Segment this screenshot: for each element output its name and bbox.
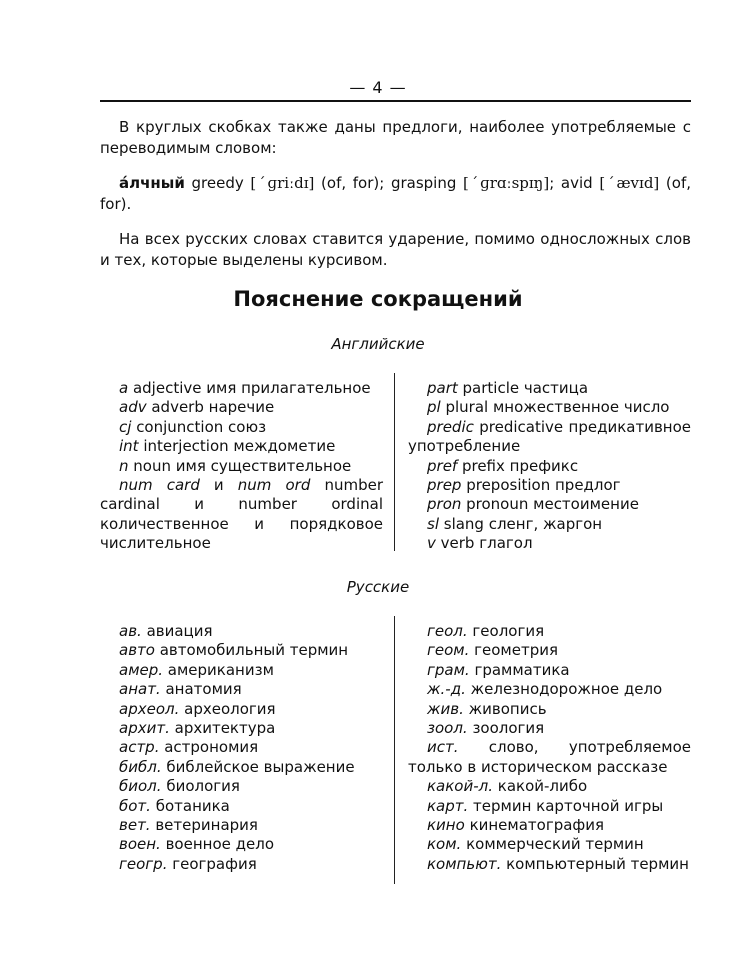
abbreviation-entry (100, 437, 383, 456)
abbreviation-meaning: adjective имя прилагательное (128, 379, 371, 397)
abbreviation: a (119, 379, 129, 397)
example-transcription-1: [ˊɡriːdɪ] (250, 174, 315, 192)
abbreviation-entry (100, 680, 383, 699)
abbreviation: зоол. (427, 719, 468, 738)
abbreviation: карт. (427, 796, 469, 815)
abbreviation-meaning: кинематография (464, 816, 605, 835)
abbreviation-entry (100, 797, 383, 816)
page-number: — 4 — (349, 78, 407, 97)
abbreviation-meaning: number cardinal и number ordinal количественное и порядковое числительное (100, 476, 383, 553)
abbreviation-meaning: грамматика (469, 660, 570, 679)
abbreviation-meaning: noun имя существительное (128, 456, 352, 475)
abbreviation-entry (408, 476, 691, 495)
abbreviation-entry (408, 719, 691, 738)
abbreviation: биол. (119, 777, 162, 796)
abbreviation: num ord (237, 476, 311, 495)
abbreviation-meaning: американизм (163, 660, 274, 679)
english-subtitle: Английские (331, 335, 425, 353)
abbreviation-meaning: геометрия (469, 641, 559, 660)
abbreviation-meaning: prefix префикс (457, 456, 579, 475)
abbreviation-entry (100, 816, 383, 835)
abbreviation: ав. (119, 622, 142, 640)
abbreviation: геол. (427, 622, 468, 640)
abbreviation: pron (427, 495, 462, 514)
russian-subtitle: Русские (346, 578, 410, 596)
abbreviation-entry (408, 641, 691, 660)
abbreviation-entry (100, 476, 383, 554)
english-column-left (100, 379, 383, 554)
abbreviation: воен. (119, 835, 161, 854)
abbreviation-entry (100, 379, 383, 398)
abbreviation: ист. (427, 738, 459, 757)
abbreviation-entry (408, 515, 691, 534)
header-rule (100, 100, 691, 102)
abbreviation: v (427, 534, 436, 553)
abbreviation-meaning: геология (467, 622, 545, 640)
abbreviation-entry (408, 680, 691, 699)
example-text-2: (of, for); grasping (314, 174, 464, 192)
abbreviation: астр. (119, 738, 160, 757)
abbreviation-meaning: ботаника (150, 796, 230, 815)
abbreviation-entry (408, 700, 691, 719)
abbreviation-entry (100, 758, 383, 777)
russian-column-right (408, 622, 691, 874)
abbreviation-meaning: железнодорожное дело (465, 680, 663, 699)
abbreviation: num card (119, 476, 200, 495)
abbreviation: вет. (119, 816, 151, 835)
abbreviation-entry (100, 398, 383, 417)
section-title: Пояснение сокращений (233, 287, 523, 311)
example-text-4: (of, for). (100, 174, 692, 213)
example-text-1: greedy (184, 174, 251, 192)
abbreviation-entry (408, 738, 691, 777)
abbreviation-entry (100, 855, 383, 874)
abbreviation-entry (100, 622, 383, 641)
abbreviation-meaning: живопись (463, 699, 547, 718)
abbreviation-entry (100, 457, 383, 476)
abbreviation-meaning: слово, употребляемое только в историческом рассказе (408, 738, 691, 776)
abbreviation-entry (408, 379, 691, 398)
abbreviation: pl (427, 398, 441, 417)
abbreviation-entry (408, 398, 691, 417)
abbreviation-entry (100, 661, 383, 680)
abbreviation-meaning: adverb наречие (146, 398, 275, 417)
abbreviation-meaning: slang сленг, жаргон (438, 514, 603, 533)
abbreviation-meaning: conjunction союз (131, 417, 267, 436)
abbreviation-meaning: архитектура (169, 719, 276, 738)
abbreviation-entry (408, 777, 691, 796)
abbreviation-meaning: биология (161, 777, 240, 796)
abbreviation-meaning: археология (179, 699, 276, 718)
abbreviation-entry (408, 797, 691, 816)
example-headword: а́лчный (119, 174, 185, 192)
abbreviation-entry (408, 457, 691, 476)
abbreviation-meaning: автомобильный термин (154, 641, 349, 660)
abbreviation-entry (408, 534, 691, 553)
abbreviation: анат. (119, 680, 161, 699)
abbreviation-entry (100, 738, 383, 757)
abbreviation: амер. (119, 660, 164, 679)
abbreviation: n (119, 456, 129, 475)
abbreviation-entry (408, 495, 691, 514)
abbreviation-entry (408, 622, 691, 641)
abbreviation-entry (100, 641, 383, 660)
abbreviation-meaning: verb глагол (435, 534, 533, 553)
abbreviation-entry (408, 661, 691, 680)
example-text-3: ; avid (549, 174, 600, 192)
abbreviation: int (119, 437, 139, 456)
abbreviation-entry (100, 700, 383, 719)
abbreviation-meaning: particle частица (457, 379, 589, 397)
abbreviation-entry (408, 835, 691, 854)
abbreviation: pref (427, 456, 458, 475)
abbreviation: cj (119, 417, 132, 436)
abbreviation: авто (119, 641, 155, 660)
example-transcription-2: [ˊɡrɑːspɪŋ] (463, 174, 550, 192)
abbreviation: part (427, 379, 458, 397)
abbreviation: жив. (427, 699, 464, 718)
abbreviation: археол. (119, 699, 180, 718)
abbreviation-meaning: plural множественное число (440, 398, 670, 417)
abbreviation: геом. (427, 641, 470, 660)
abbreviation: sl (427, 514, 439, 533)
intro-paragraph-3: На всех русских словах ставится ударение, помимо односложных слов и тех, которые выделены курсивом. (100, 230, 691, 269)
abbreviation: adv (119, 398, 147, 417)
abbreviation-entry (408, 855, 691, 874)
abbreviation-entry (100, 719, 383, 738)
intro-paragraph-1: В круглых скобках также даны предлоги, наиболее употребляемые с переводимым словом: (100, 118, 691, 157)
abbreviation-entry (100, 835, 383, 854)
abbreviation-meaning: preposition предлог (461, 476, 621, 495)
abbreviation-entry (100, 777, 383, 796)
column-divider (394, 616, 395, 884)
abbreviation-meaning: pronoun местоимение (461, 495, 639, 514)
abbreviation-meaning: ветеринария (150, 816, 258, 835)
abbreviation-meaning: компьютерный термин (501, 854, 689, 873)
abbreviation: компьют. (427, 854, 502, 873)
abbreviation: какой-л. (427, 777, 494, 796)
intro-text (100, 117, 691, 285)
abbreviation: ж.-д. (427, 680, 466, 699)
abbreviation-meaning: анатомия (160, 680, 242, 699)
russian-column-left (100, 622, 383, 874)
abbreviation: predic (427, 417, 474, 436)
abbreviation-meaning: interjection междометие (138, 437, 336, 456)
example-transcription-3: [ˊævɪd] (599, 174, 660, 192)
abbreviation-entry (100, 418, 383, 437)
abbreviation-meaning: какой-либо (493, 777, 588, 796)
abbreviation-meaning: predicative предикативное употребление (408, 417, 691, 456)
abbreviation: геогр. (119, 854, 168, 873)
abbreviation-meaning: коммерческий термин (461, 835, 644, 854)
abbreviation-entry (408, 816, 691, 835)
abbreviation: библ. (119, 757, 162, 776)
abbreviation: кино (427, 816, 465, 835)
abbreviation-meaning: термин карточной игры (468, 796, 664, 815)
abbreviation-meaning: и (199, 476, 238, 495)
abbreviation-meaning: зоология (467, 719, 545, 738)
abbreviation-meaning: военное дело (160, 835, 274, 854)
column-divider (394, 373, 395, 551)
abbreviation-entry (408, 418, 691, 457)
english-column-right (408, 379, 691, 554)
intro-example (100, 173, 691, 215)
abbreviation: бот. (119, 796, 151, 815)
abbreviation: грам. (427, 660, 470, 679)
abbreviation: prep (427, 476, 462, 495)
abbreviation-meaning: география (167, 854, 257, 873)
abbreviation-meaning: авиация (141, 622, 213, 640)
abbreviation-meaning: астрономия (159, 738, 259, 757)
abbreviation-meaning: библейское выражение (161, 757, 355, 776)
abbreviation: ком. (427, 835, 462, 854)
abbreviation: архит. (119, 719, 170, 738)
